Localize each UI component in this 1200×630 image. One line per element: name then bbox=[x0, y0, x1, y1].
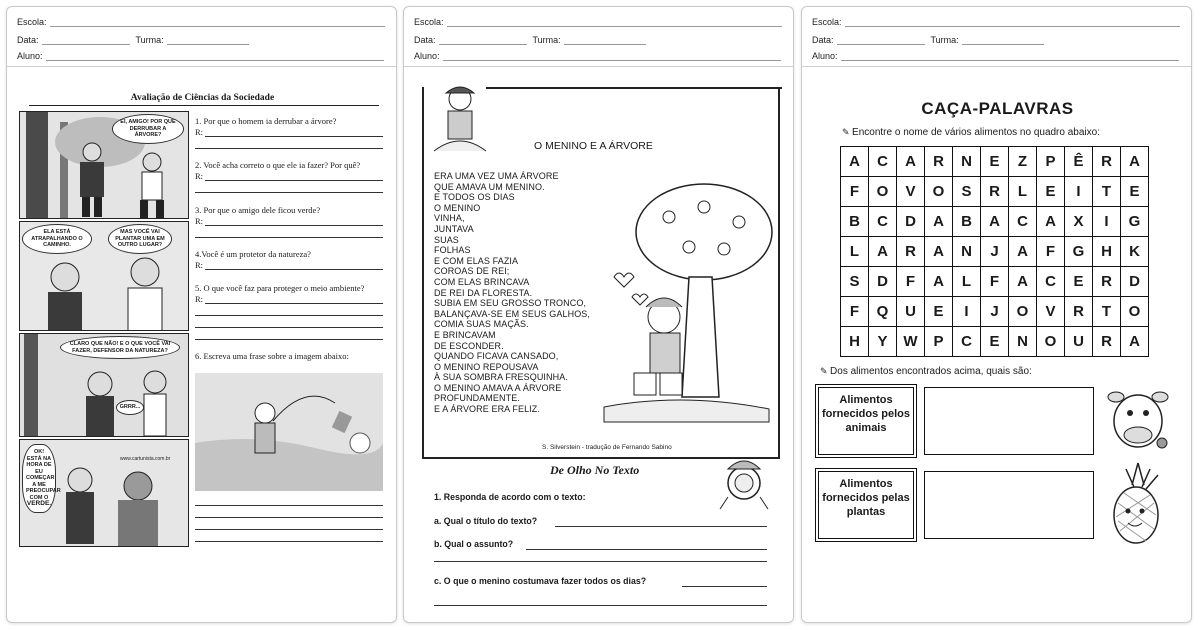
grid-cell[interactable]: O bbox=[925, 177, 953, 207]
answer-line[interactable] bbox=[195, 327, 383, 328]
worksheet-word-search bbox=[801, 6, 1192, 623]
grid-cell[interactable]: E bbox=[1121, 177, 1149, 207]
answer-line[interactable] bbox=[195, 315, 383, 316]
grid-cell[interactable]: F bbox=[1037, 237, 1065, 267]
grid-cell[interactable]: R bbox=[1093, 327, 1121, 357]
worksheet-header bbox=[404, 7, 793, 67]
grid-cell[interactable]: R bbox=[1065, 297, 1093, 327]
grid-cell[interactable]: H bbox=[841, 327, 869, 357]
grid-cell[interactable]: Y bbox=[869, 327, 897, 357]
question-4: 4.Você é um protetor da natureza? bbox=[195, 249, 311, 259]
grid-cell[interactable]: B bbox=[953, 207, 981, 237]
grid-cell[interactable]: J bbox=[981, 237, 1009, 267]
speech-bubble: ELA ESTÁ ATRAPALHANDO O CAMINHO. bbox=[22, 224, 92, 254]
grid-cell[interactable]: F bbox=[981, 267, 1009, 297]
story-credit: S. Silverstein - tradução de Fernando Sabino bbox=[542, 444, 672, 451]
grid-cell[interactable]: C bbox=[1037, 267, 1065, 297]
grid-cell[interactable]: C bbox=[953, 327, 981, 357]
story-line: COM ELAS BRINCAVA bbox=[434, 276, 530, 287]
story-line: ERA UMA VEZ UMA ÁRVORE bbox=[434, 171, 559, 181]
grid-cell[interactable]: L bbox=[953, 267, 981, 297]
student-blank[interactable] bbox=[46, 52, 384, 61]
grid-cell[interactable]: L bbox=[841, 237, 869, 267]
story-line: O MENINO REPOUSAVA bbox=[434, 361, 539, 372]
story-line: E COM ELAS FAZIA bbox=[434, 255, 519, 266]
cow-icon bbox=[1102, 379, 1174, 459]
worksheet-reading bbox=[403, 6, 794, 623]
date-class-line bbox=[414, 35, 646, 45]
pineapple-icon bbox=[1102, 459, 1174, 547]
school-blank[interactable] bbox=[845, 18, 1180, 27]
grid-cell[interactable]: G bbox=[1121, 207, 1149, 237]
date-label: Data: bbox=[17, 35, 39, 45]
answer-line[interactable] bbox=[205, 136, 383, 137]
grid-cell[interactable]: U bbox=[1065, 327, 1093, 357]
answer-line[interactable] bbox=[195, 505, 383, 506]
date-class-line bbox=[812, 35, 1044, 45]
class-blank[interactable] bbox=[962, 36, 1044, 45]
answer-label: R: bbox=[195, 171, 204, 181]
student-label: Aluno: bbox=[812, 51, 838, 61]
worksheet-title: Avaliação de Ciências da Sociedade bbox=[130, 93, 275, 103]
school-label: Escola: bbox=[812, 17, 842, 27]
grid-cell[interactable]: S bbox=[953, 177, 981, 207]
grid-cell[interactable]: I bbox=[1065, 177, 1093, 207]
grid-cell[interactable]: A bbox=[841, 147, 869, 177]
answer-line[interactable] bbox=[195, 529, 383, 530]
grid-cell[interactable]: A bbox=[981, 207, 1009, 237]
bubble-text: OK! ESTÁ NA HORA DE EU COMEÇAR A ME PREOCUPAR COM O bbox=[26, 449, 61, 501]
grid-cell[interactable]: I bbox=[1093, 207, 1121, 237]
grid-cell[interactable]: A bbox=[1009, 267, 1037, 297]
grid-cell[interactable]: A bbox=[925, 207, 953, 237]
grid-cell[interactable]: O bbox=[1121, 297, 1149, 327]
story-line: DE REI DA FLORESTA. bbox=[434, 287, 533, 298]
grid-cell[interactable]: A bbox=[1037, 207, 1065, 237]
comic-credit: www.cartunista.com.br bbox=[120, 456, 171, 462]
grid-cell[interactable]: A bbox=[1121, 147, 1149, 177]
grid-cell[interactable]: V bbox=[897, 177, 925, 207]
question-5: 5. O que você faz para proteger o meio ambiente? bbox=[195, 283, 365, 293]
story-line: À SUA SOMBRA FRESQUINHA. bbox=[434, 372, 568, 383]
title-rule bbox=[29, 105, 379, 106]
grid-cell[interactable]: E bbox=[981, 147, 1009, 177]
grid-cell[interactable]: G bbox=[1065, 237, 1093, 267]
story-text bbox=[434, 171, 590, 415]
rider-character-illustration bbox=[424, 81, 494, 167]
school-blank[interactable] bbox=[50, 18, 385, 27]
speech-bubble bbox=[22, 444, 61, 513]
grid-cell[interactable]: P bbox=[925, 327, 953, 357]
answer-line[interactable] bbox=[205, 269, 383, 270]
grid-cell[interactable]: A bbox=[925, 267, 953, 297]
student-label: Aluno: bbox=[414, 51, 440, 61]
worksheet-science bbox=[6, 6, 397, 623]
speech-bubble: MAS VOCÊ VAI PLANTAR UMA EM OUTRO LUGAR? bbox=[108, 224, 172, 254]
question-1: 1. Por que o homem ia derrubar a árvore? bbox=[195, 116, 337, 126]
fishing-boy-illustration bbox=[195, 373, 383, 491]
grid-cell[interactable]: H bbox=[1093, 237, 1121, 267]
instruction-row bbox=[842, 127, 1100, 138]
pencil-icon: ✎ bbox=[842, 127, 853, 137]
class-label: Turma: bbox=[135, 35, 164, 45]
grid-cell[interactable]: X bbox=[1065, 207, 1093, 237]
comic-panel-3 bbox=[19, 333, 189, 437]
question-row bbox=[820, 366, 1032, 377]
story-line: FOLHAS bbox=[434, 245, 471, 256]
grid-cell[interactable]: W bbox=[897, 327, 925, 357]
story-line: E BRINCAVAM bbox=[434, 329, 496, 340]
grid-cell[interactable]: V bbox=[1037, 297, 1065, 327]
story-line: COROAS DE REI; bbox=[434, 266, 510, 277]
school-blank[interactable] bbox=[447, 18, 782, 27]
grid-cell[interactable]: A bbox=[897, 147, 925, 177]
story-line: O MENINO AMAVA A ÁRVORE bbox=[434, 382, 562, 393]
date-label: Data: bbox=[414, 35, 436, 45]
animal-foods-label: Alimentos fornecidos pelos animais bbox=[818, 387, 914, 455]
student-line bbox=[17, 51, 384, 61]
grid-cell[interactable]: Ê bbox=[1065, 147, 1093, 177]
class-blank[interactable] bbox=[167, 36, 249, 45]
question-c: c. O que o menino costumava fazer todos os dias? bbox=[434, 576, 647, 586]
grid-cell[interactable]: Q bbox=[869, 297, 897, 327]
question-3: 3. Por que o amigo dele ficou verde? bbox=[195, 205, 321, 215]
grid-cell[interactable]: O bbox=[869, 177, 897, 207]
magnifier-character-illustration bbox=[714, 451, 776, 513]
grid-row bbox=[841, 147, 1149, 177]
school-label: Escola: bbox=[414, 17, 444, 27]
question-2: 2. Você acha correto o que ele ia fazer? Por quê? bbox=[195, 160, 361, 170]
answer-line[interactable] bbox=[205, 180, 383, 181]
grid-cell[interactable]: C bbox=[1009, 207, 1037, 237]
grid-cell[interactable]: R bbox=[925, 147, 953, 177]
grid-cell[interactable]: S bbox=[841, 267, 869, 297]
plant-foods-answer-box[interactable] bbox=[924, 471, 1094, 539]
story-title: O MENINO E A ÁRVORE bbox=[534, 140, 653, 152]
grid-cell[interactable]: J bbox=[981, 297, 1009, 327]
grid-cell[interactable]: I bbox=[953, 297, 981, 327]
grid-cell[interactable]: K bbox=[1121, 237, 1149, 267]
comic-panel-4 bbox=[19, 439, 189, 547]
story-line: O MENINO bbox=[434, 202, 481, 213]
answer-line[interactable] bbox=[195, 237, 383, 238]
student-label: Aluno: bbox=[17, 51, 43, 61]
pencil-icon: ✎ bbox=[820, 366, 831, 376]
grid-cell[interactable]: E bbox=[1037, 177, 1065, 207]
grid-cell[interactable]: T bbox=[1093, 177, 1121, 207]
story-line: QUE AMAVA UM MENINO. bbox=[434, 181, 545, 192]
grid-cell[interactable]: N bbox=[953, 237, 981, 267]
answer-line[interactable] bbox=[195, 339, 383, 340]
grid-cell[interactable]: R bbox=[1093, 147, 1121, 177]
answer-line[interactable] bbox=[205, 303, 383, 304]
school-line bbox=[414, 17, 782, 27]
grid-cell[interactable]: A bbox=[1121, 327, 1149, 357]
worksheet-header bbox=[802, 7, 1191, 67]
plant-foods-label: Alimentos fornecidos pelas plantas bbox=[818, 471, 914, 539]
date-class-line bbox=[17, 35, 249, 45]
grid-cell[interactable]: O bbox=[1037, 327, 1065, 357]
grid-cell[interactable]: Z bbox=[1009, 147, 1037, 177]
tree-and-boy-illustration bbox=[594, 177, 779, 427]
grid-cell[interactable]: F bbox=[841, 297, 869, 327]
student-blank[interactable] bbox=[443, 52, 781, 61]
story-line: SUBIA EM SEU GROSSO TRONCO, bbox=[434, 298, 587, 309]
word-search-title: CAÇA-PALAVRAS bbox=[921, 99, 1074, 118]
grid-cell[interactable]: R bbox=[1093, 267, 1121, 297]
grid-row bbox=[841, 207, 1149, 237]
grid-cell[interactable]: R bbox=[981, 177, 1009, 207]
grid-cell[interactable]: E bbox=[925, 297, 953, 327]
answer-line[interactable] bbox=[195, 192, 383, 193]
school-line bbox=[812, 17, 1180, 27]
bubble-bold-text: VERDE. bbox=[26, 500, 52, 507]
instruction-text: Encontre o nome de vários alimentos no quadro abaixo: bbox=[852, 127, 1100, 138]
answer-line[interactable] bbox=[555, 526, 767, 527]
speech-bubble: CLARO QUE NÃO! E O QUE VOCÊ VAI FAZER, DEFENSOR DA NATUREZA? bbox=[60, 336, 180, 359]
student-blank[interactable] bbox=[841, 52, 1179, 61]
answer-label: R: bbox=[195, 127, 204, 137]
word-search-grid bbox=[840, 146, 1149, 357]
speech-bubble: GRRR... bbox=[116, 400, 144, 415]
answer-line[interactable] bbox=[195, 148, 383, 149]
class-label: Turma: bbox=[532, 35, 561, 45]
grid-cell[interactable]: B bbox=[841, 207, 869, 237]
class-blank[interactable] bbox=[564, 36, 646, 45]
story-line: DE ESCONDER. bbox=[434, 340, 504, 351]
grid-cell[interactable]: R bbox=[897, 237, 925, 267]
grid-cell[interactable]: P bbox=[1037, 147, 1065, 177]
grid-cell[interactable]: N bbox=[1009, 327, 1037, 357]
story-line: E A ÁRVORE ERA FELIZ. bbox=[434, 404, 540, 415]
story-line: VINHA, bbox=[434, 213, 465, 224]
school-line bbox=[17, 17, 385, 27]
comic-panel-2 bbox=[19, 221, 189, 331]
answer-line[interactable] bbox=[434, 561, 767, 562]
grid-cell[interactable]: D bbox=[1121, 267, 1149, 297]
worksheet-header bbox=[7, 7, 396, 67]
grid-cell[interactable]: C bbox=[869, 207, 897, 237]
date-blank[interactable] bbox=[42, 36, 130, 45]
student-line bbox=[812, 51, 1179, 61]
story-line: JUNTAVA bbox=[434, 223, 474, 234]
answer-line[interactable] bbox=[526, 549, 767, 550]
story-line: QUANDO FICAVA CANSADO, bbox=[434, 351, 559, 362]
date-label: Data: bbox=[812, 35, 834, 45]
grid-row bbox=[841, 177, 1149, 207]
grid-cell[interactable]: F bbox=[897, 267, 925, 297]
question-a: a. Qual o título do texto? bbox=[434, 516, 538, 526]
answer-line[interactable] bbox=[205, 225, 383, 226]
question-b: b. Qual o assunto? bbox=[434, 539, 514, 549]
grid-cell[interactable]: O bbox=[1009, 297, 1037, 327]
answer-line[interactable] bbox=[434, 605, 767, 606]
story-line: E TODOS OS DIAS bbox=[434, 192, 515, 203]
school-label: Escola: bbox=[17, 17, 47, 27]
grid-cell[interactable]: N bbox=[953, 147, 981, 177]
grid-cell[interactable]: E bbox=[1065, 267, 1093, 297]
grid-cell[interactable]: E bbox=[981, 327, 1009, 357]
speech-bubble: EI, AMIGO! POR QUE DERRUBAR A ÁRVORE? bbox=[112, 114, 184, 144]
date-blank[interactable] bbox=[837, 36, 925, 45]
grid-cell[interactable]: U bbox=[897, 297, 925, 327]
question-text: Dos alimentos encontrados acima, quais são: bbox=[830, 366, 1032, 377]
grid-cell[interactable]: L bbox=[1009, 177, 1037, 207]
grid-row bbox=[841, 267, 1149, 297]
question-6: 6. Escreva uma frase sobre a imagem abaixo: bbox=[195, 351, 349, 361]
grid-row bbox=[841, 297, 1149, 327]
grid-cell[interactable]: A bbox=[925, 237, 953, 267]
grid-cell[interactable]: C bbox=[869, 147, 897, 177]
grid-row bbox=[841, 327, 1149, 357]
date-blank[interactable] bbox=[439, 36, 527, 45]
answer-line[interactable] bbox=[682, 586, 767, 587]
story-line: PROFUNDAMENTE. bbox=[434, 393, 520, 404]
comic-panel-1 bbox=[19, 111, 189, 219]
animal-foods-answer-box[interactable] bbox=[924, 387, 1094, 455]
answer-label: R: bbox=[195, 294, 204, 304]
frame-top-rule bbox=[486, 87, 782, 89]
grid-cell[interactable]: A bbox=[869, 237, 897, 267]
answer-line[interactable] bbox=[195, 517, 383, 518]
grid-cell[interactable]: T bbox=[1093, 297, 1121, 327]
grid-cell[interactable]: D bbox=[869, 267, 897, 297]
grid-cell[interactable]: A bbox=[1009, 237, 1037, 267]
student-line bbox=[414, 51, 781, 61]
answer-line[interactable] bbox=[195, 541, 383, 542]
story-line: BALANÇAVA-SE EM SEUS GALHOS, bbox=[434, 308, 591, 319]
section-title: De Olho No Texto bbox=[550, 463, 640, 477]
story-line: SUAS bbox=[434, 234, 459, 245]
answer-label: R: bbox=[195, 216, 204, 226]
story-line: COMIA SUAS MAÇÃS. bbox=[434, 319, 529, 330]
instruction: 1. Responda de acordo com o texto: bbox=[434, 492, 586, 502]
grid-cell[interactable]: D bbox=[897, 207, 925, 237]
answer-label: R: bbox=[195, 260, 204, 270]
grid-cell[interactable]: F bbox=[841, 177, 869, 207]
class-label: Turma: bbox=[930, 35, 959, 45]
grid-row bbox=[841, 237, 1149, 267]
